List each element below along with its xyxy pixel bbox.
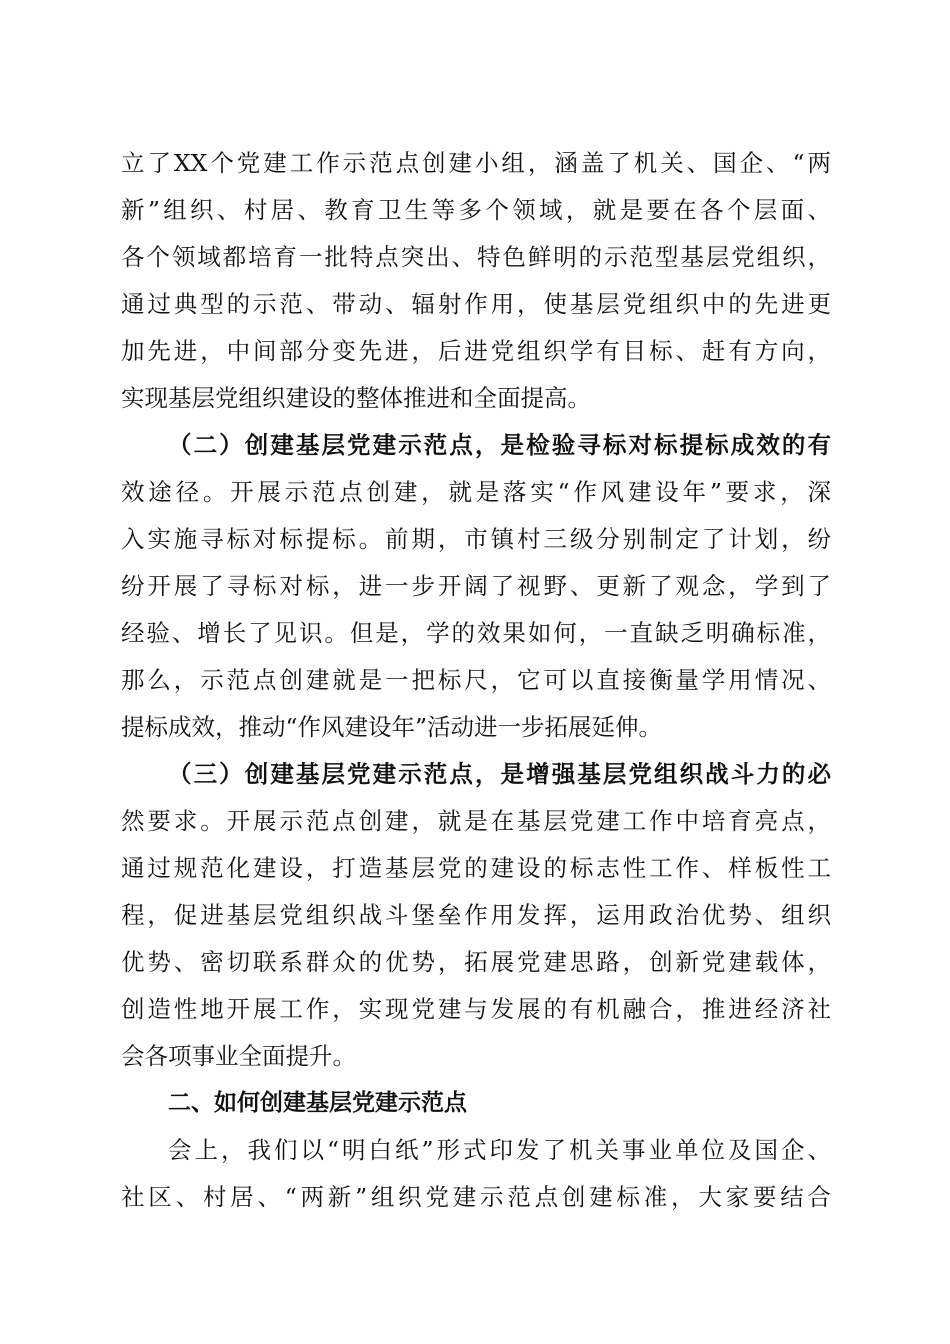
text-line: 那么，示范点创建就是一把标尺，它可以直接衡量学用情况、 bbox=[121, 666, 831, 694]
subheading-line: （二）创建基层党建示范点，是检验寻标对标提标成效的有 bbox=[168, 431, 831, 459]
text-line: 创造性地开展工作，实现党建与发展的有机融合，推进经济社 bbox=[121, 995, 831, 1023]
section-heading: 二、如何创建基层党建示范点 bbox=[168, 1090, 467, 1116]
document-body bbox=[121, 140, 831, 1221]
text-line: 通过规范化建设，打造基层党的建设的标志性工作、样板性工 bbox=[121, 854, 831, 882]
text-line: 然要求。开展示范点创建，就是在基层党建工作中培育亮点， bbox=[121, 807, 831, 835]
text-line: 效途径。开展示范点创建，就是落实“作风建设年”要求，深 bbox=[121, 478, 831, 506]
text-line: 新”组织、村居、教育卫生等多个领域，就是要在各个层面、 bbox=[121, 196, 831, 224]
text-line: 经验、增长了见识。但是，学的效果如何，一直缺乏明确标准， bbox=[121, 619, 831, 647]
text-line: 各个领域都培育一批特点突出、特色鲜明的示范型基层党组织， bbox=[121, 243, 831, 271]
text-line: 提标成效，推动“作风建设年”活动进一步拓展延伸。 bbox=[121, 713, 663, 741]
text-line: 加先进，中间部分变先进，后进党组织学有目标、赶有方向， bbox=[121, 337, 831, 365]
text-line: 实现基层党组织建设的整体推进和全面提高。 bbox=[121, 384, 591, 412]
subheading-line: （三）创建基层党建示范点，是增强基层党组织战斗力的必 bbox=[168, 760, 831, 788]
text-line: 社区、村居、“两新”组织党建示范点创建标准，大家要结合 bbox=[121, 1183, 831, 1211]
text-line: 优势、密切联系群众的优势，拓展党建思路，创新党建载体， bbox=[121, 948, 831, 976]
text-line: 通过典型的示范、带动、辐射作用，使基层党组织中的先进更 bbox=[121, 290, 831, 318]
text-line: 纷开展了寻标对标，进一步开阔了视野、更新了观念，学到了 bbox=[121, 572, 831, 600]
text-line: 会各项事业全面提升。 bbox=[121, 1042, 356, 1070]
text-line: 入实施寻标对标提标。前期，市镇村三级分别制定了计划，纷 bbox=[121, 525, 831, 553]
text-line: 程，促进基层党组织战斗堡垒作用发挥，运用政治优势、组织 bbox=[121, 901, 831, 929]
text-line: 会上，我们以“明白纸”形式印发了机关事业单位及国企、 bbox=[168, 1136, 831, 1164]
text-line: 立了XX个党建工作示范点创建小组，涵盖了机关、国企、“两 bbox=[121, 149, 831, 177]
